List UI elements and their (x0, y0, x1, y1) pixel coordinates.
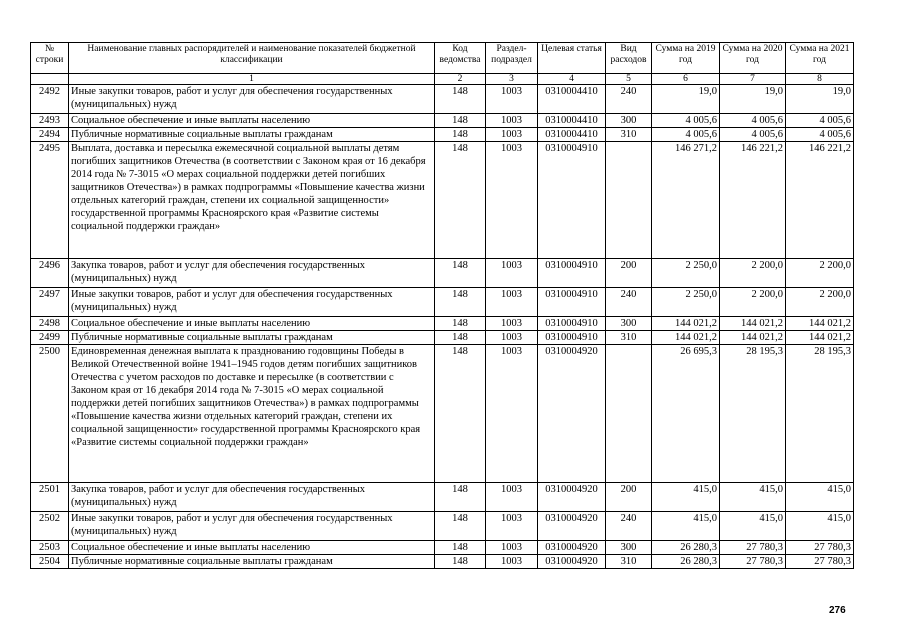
row-sum-2020: 27 780,3 (720, 541, 786, 555)
col-num-8: 8 (786, 74, 854, 85)
row-number: 2492 (31, 85, 69, 114)
col-num-0 (31, 74, 69, 85)
row-section: 1003 (486, 317, 538, 331)
row-section: 1003 (486, 288, 538, 317)
budget-page (30, 42, 854, 569)
row-sum-2021: 19,0 (786, 85, 854, 114)
row-section: 1003 (486, 345, 538, 483)
row-sum-2019: 2 250,0 (652, 259, 720, 288)
row-name: Публичные нормативные социальные выплаты гражданам (69, 128, 435, 142)
col-num-3: 3 (486, 74, 538, 85)
row-name: Закупка товаров, работ и услуг для обеспечения государственных (муниципальных) нужд (69, 483, 435, 512)
row-name: Социальное обеспечение и иные выплаты населению (69, 317, 435, 331)
row-sum-2021: 2 200,0 (786, 288, 854, 317)
row-dept-code: 148 (435, 512, 486, 541)
row-target: 0310004920 (538, 483, 606, 512)
row-section: 1003 (486, 512, 538, 541)
row-exp-type: 300 (606, 541, 652, 555)
row-sum-2020: 144 021,2 (720, 331, 786, 345)
row-number: 2502 (31, 512, 69, 541)
row-sum-2021: 28 195,3 (786, 345, 854, 483)
row-sum-2021: 146 221,2 (786, 142, 854, 259)
row-sum-2019: 144 021,2 (652, 331, 720, 345)
row-section: 1003 (486, 483, 538, 512)
row-target: 0310004410 (538, 128, 606, 142)
row-exp-type: 300 (606, 114, 652, 128)
row-target: 0310004910 (538, 142, 606, 259)
row-section: 1003 (486, 114, 538, 128)
row-sum-2020: 144 021,2 (720, 317, 786, 331)
row-dept-code: 148 (435, 555, 486, 569)
row-sum-2021: 2 200,0 (786, 259, 854, 288)
row-target: 0310004910 (538, 317, 606, 331)
table-row (31, 555, 854, 569)
row-target: 0310004920 (538, 512, 606, 541)
row-exp-type (606, 142, 652, 259)
col-num-1: 1 (69, 74, 435, 85)
row-sum-2019: 415,0 (652, 483, 720, 512)
table-row (31, 331, 854, 345)
row-number: 2495 (31, 142, 69, 259)
row-name: Иные закупки товаров, работ и услуг для обеспечения государственных (муниципальных) нужд (69, 85, 435, 114)
row-target: 0310004920 (538, 555, 606, 569)
row-dept-code: 148 (435, 128, 486, 142)
row-target: 0310004910 (538, 331, 606, 345)
row-sum-2019: 144 021,2 (652, 317, 720, 331)
row-name: Публичные нормативные социальные выплаты гражданам (69, 331, 435, 345)
header-sum-2020: Сумма на 2020 год (720, 43, 786, 74)
header-sum-2021: Сумма на 2021 год (786, 43, 854, 74)
row-dept-code: 148 (435, 331, 486, 345)
header-row-no: № строки (31, 43, 69, 74)
row-sum-2021: 4 005,6 (786, 114, 854, 128)
table-row (31, 128, 854, 142)
table-row (31, 541, 854, 555)
row-dept-code: 148 (435, 259, 486, 288)
row-name: Социальное обеспечение и иные выплаты населению (69, 541, 435, 555)
row-dept-code: 148 (435, 541, 486, 555)
row-sum-2021: 27 780,3 (786, 541, 854, 555)
row-exp-type: 240 (606, 85, 652, 114)
row-exp-type (606, 345, 652, 483)
header-exp-type: Вид расходов (606, 43, 652, 74)
row-target: 0310004920 (538, 345, 606, 483)
page-number: 276 (829, 605, 846, 616)
row-sum-2019: 26 280,3 (652, 541, 720, 555)
table-row (31, 317, 854, 331)
table-row (31, 85, 854, 114)
row-section: 1003 (486, 541, 538, 555)
row-target: 0310004410 (538, 114, 606, 128)
row-sum-2019: 415,0 (652, 512, 720, 541)
header-sum-2019: Сумма на 2019 год (652, 43, 720, 74)
row-sum-2019: 19,0 (652, 85, 720, 114)
row-dept-code: 148 (435, 114, 486, 128)
row-sum-2020: 2 200,0 (720, 288, 786, 317)
row-sum-2019: 2 250,0 (652, 288, 720, 317)
row-exp-type: 200 (606, 259, 652, 288)
row-exp-type: 310 (606, 331, 652, 345)
row-exp-type: 310 (606, 128, 652, 142)
row-sum-2021: 27 780,3 (786, 555, 854, 569)
row-section: 1003 (486, 142, 538, 259)
row-sum-2019: 26 280,3 (652, 555, 720, 569)
row-number: 2500 (31, 345, 69, 483)
header-section: Раздел-подраздел (486, 43, 538, 74)
row-sum-2021: 144 021,2 (786, 317, 854, 331)
table-row (31, 114, 854, 128)
table-row (31, 483, 854, 512)
header-dept-code: Код ведомства (435, 43, 486, 74)
row-name: Публичные нормативные социальные выплаты гражданам (69, 555, 435, 569)
row-dept-code: 148 (435, 317, 486, 331)
row-sum-2021: 4 005,6 (786, 128, 854, 142)
row-name: Социальное обеспечение и иные выплаты населению (69, 114, 435, 128)
row-number: 2493 (31, 114, 69, 128)
row-number: 2496 (31, 259, 69, 288)
row-number: 2497 (31, 288, 69, 317)
row-exp-type: 240 (606, 512, 652, 541)
header-row (31, 43, 854, 74)
row-exp-type: 200 (606, 483, 652, 512)
row-exp-type: 300 (606, 317, 652, 331)
row-sum-2020: 4 005,6 (720, 128, 786, 142)
row-sum-2020: 19,0 (720, 85, 786, 114)
col-num-7: 7 (720, 74, 786, 85)
table-row (31, 288, 854, 317)
row-target: 0310004920 (538, 541, 606, 555)
row-sum-2019: 146 271,2 (652, 142, 720, 259)
row-name: Иные закупки товаров, работ и услуг для обеспечения государственных (муниципальных) нужд (69, 288, 435, 317)
row-sum-2019: 4 005,6 (652, 128, 720, 142)
row-target: 0310004410 (538, 85, 606, 114)
row-exp-type: 310 (606, 555, 652, 569)
row-dept-code: 148 (435, 345, 486, 483)
header-name: Наименование главных распорядителей и наименование показателей бюджетной классификации (69, 43, 435, 74)
row-sum-2020: 4 005,6 (720, 114, 786, 128)
row-sum-2021: 415,0 (786, 483, 854, 512)
row-sum-2020: 146 221,2 (720, 142, 786, 259)
row-section: 1003 (486, 331, 538, 345)
row-section: 1003 (486, 555, 538, 569)
row-number: 2498 (31, 317, 69, 331)
row-number: 2504 (31, 555, 69, 569)
row-name: Иные закупки товаров, работ и услуг для обеспечения государственных (муниципальных) нужд (69, 512, 435, 541)
col-num-4: 4 (538, 74, 606, 85)
row-sum-2020: 28 195,3 (720, 345, 786, 483)
row-number: 2501 (31, 483, 69, 512)
table-row (31, 142, 854, 259)
row-target: 0310004910 (538, 259, 606, 288)
row-dept-code: 148 (435, 85, 486, 114)
table-row (31, 345, 854, 483)
row-number: 2499 (31, 331, 69, 345)
row-sum-2021: 144 021,2 (786, 331, 854, 345)
row-sum-2020: 415,0 (720, 483, 786, 512)
row-sum-2020: 2 200,0 (720, 259, 786, 288)
header-target: Целевая статья (538, 43, 606, 74)
row-name: Выплата, доставка и пересылка ежемесячной социальной выплаты детям погибших защитников Отечества (в соответствии с Законом края от 16 декабря 2014 года № 7-3015 «О мерах социальной поддержки детей погибших защитников Отечества») в рамках подпрограммы «Повышение качества жизни отдельных категорий граждан, степени их социальной защищенности» государственной программы Красноярского края «Развитие системы социальной поддержки граждан» (69, 142, 435, 259)
row-sum-2019: 4 005,6 (652, 114, 720, 128)
col-num-5: 5 (606, 74, 652, 85)
col-num-6: 6 (652, 74, 720, 85)
row-sum-2021: 415,0 (786, 512, 854, 541)
row-sum-2020: 415,0 (720, 512, 786, 541)
row-section: 1003 (486, 85, 538, 114)
row-section: 1003 (486, 128, 538, 142)
column-numbers-row (31, 74, 854, 85)
row-dept-code: 148 (435, 142, 486, 259)
row-dept-code: 148 (435, 483, 486, 512)
row-number: 2503 (31, 541, 69, 555)
row-name: Единовременная денежная выплата к празднованию годовщины Победы в Великой Отечественной войне 1941–1945 годов детям погибших защитников Отечества с учетом расходов по доставке и пересылке (в соответствии с Законом края от 16 декабря 2014 года № 7-3015 «О мерах социальной поддержки детей погибших защитников Отечества») в рамках подпрограммы «Повышение качества жизни отдельных категорий граждан, степени их социальной защищенности» государственной программы Красноярского края «Развитие системы социальной поддержки граждан» (69, 345, 435, 483)
row-sum-2019: 26 695,3 (652, 345, 720, 483)
col-num-2: 2 (435, 74, 486, 85)
budget-table (30, 42, 854, 569)
row-number: 2494 (31, 128, 69, 142)
table-row (31, 512, 854, 541)
row-section: 1003 (486, 259, 538, 288)
row-sum-2020: 27 780,3 (720, 555, 786, 569)
row-dept-code: 148 (435, 288, 486, 317)
row-name: Закупка товаров, работ и услуг для обеспечения государственных (муниципальных) нужд (69, 259, 435, 288)
row-exp-type: 240 (606, 288, 652, 317)
table-row (31, 259, 854, 288)
row-target: 0310004910 (538, 288, 606, 317)
